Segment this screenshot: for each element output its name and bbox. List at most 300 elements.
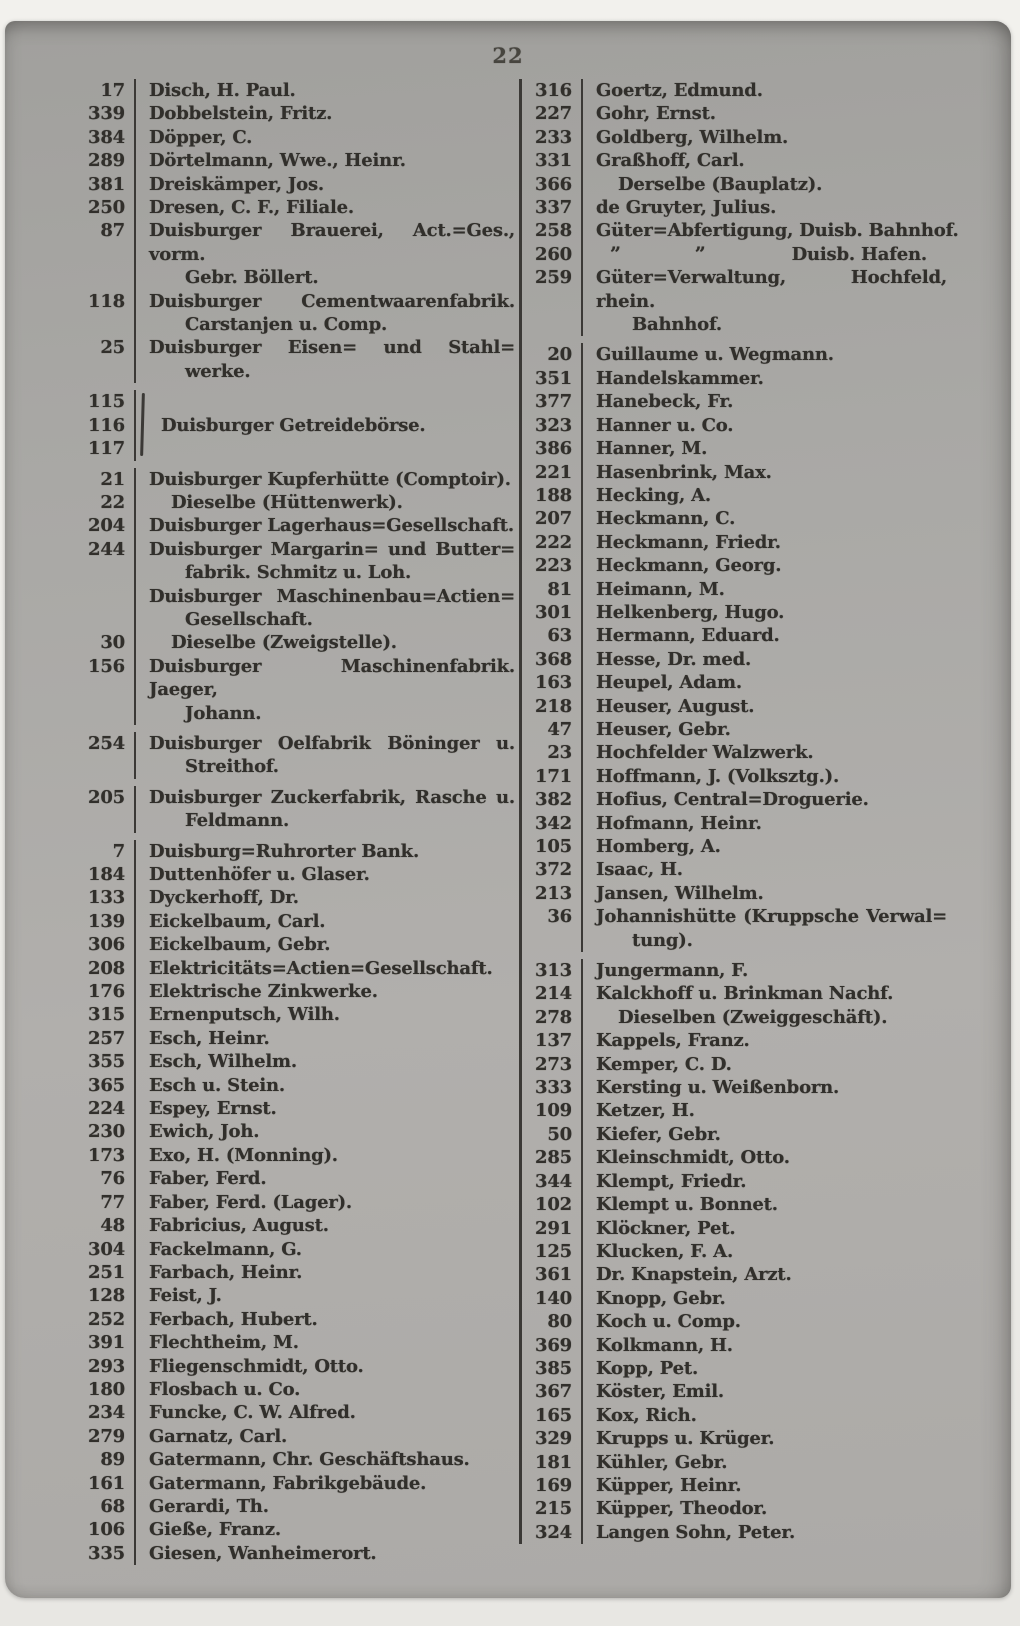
entry-number: 139 xyxy=(88,910,125,932)
directory-entry xyxy=(522,149,951,172)
entry-name-text: Goertz, Edmund. xyxy=(596,80,763,101)
directory-entry xyxy=(69,631,519,654)
entry-number: 368 xyxy=(535,648,572,670)
entry-name-text: Jungermann, F. xyxy=(596,960,749,982)
directory-entry xyxy=(69,491,519,514)
entry-name-text: Ketzer, H. xyxy=(596,1100,695,1122)
entry-name xyxy=(134,1401,519,1424)
entry-name-text: Dr. Knapstein, Arzt. xyxy=(596,1264,792,1286)
entry-number: 215 xyxy=(535,1498,572,1520)
directory-entry xyxy=(522,1053,951,1076)
entry-name xyxy=(581,1310,951,1333)
entry-name-text: Garnatz, Carl. xyxy=(149,1425,288,1447)
directory-entry xyxy=(522,1006,951,1029)
entry-number-line: 115 xyxy=(88,391,125,413)
entry-number: 259 xyxy=(535,267,572,289)
directory-entry xyxy=(69,585,519,632)
page-number: 22 xyxy=(492,43,524,68)
directory-entry xyxy=(522,648,951,671)
entry-name-text: Duisburg=Ruhrorter Bank. xyxy=(149,840,420,862)
entry-name-continuation: fabrik. Schmitz u. Loh. xyxy=(185,562,412,584)
entry-name xyxy=(581,858,951,881)
directory-entry xyxy=(69,886,519,909)
directory-entry xyxy=(69,910,519,933)
directory-columns xyxy=(5,79,1011,1565)
directory-entry xyxy=(69,1401,519,1424)
directory-entry xyxy=(69,1238,519,1261)
directory-entry xyxy=(522,765,951,788)
entry-name-text: Duisburger Kupferhütte (Comptoir). xyxy=(149,468,511,490)
directory-entry xyxy=(69,1355,519,1378)
directory-entry xyxy=(522,1451,951,1474)
entry-number: 372 xyxy=(535,859,572,881)
entry-number: 382 xyxy=(535,789,572,811)
directory-entry xyxy=(522,718,951,741)
entry-number: 204 xyxy=(88,515,125,537)
entry-name xyxy=(134,1495,519,1518)
entry-name xyxy=(134,1238,519,1261)
entry-name-text: Hanner u. Co. xyxy=(596,414,734,436)
directory-entry xyxy=(69,1050,519,1073)
entry-number: 335 xyxy=(88,1542,125,1564)
entry-name-text: Dreiskämper, Jos. xyxy=(149,173,324,195)
entry-number: 285 xyxy=(535,1147,572,1169)
entry-name xyxy=(581,835,951,858)
directory-entry xyxy=(522,1427,951,1450)
directory-entry xyxy=(69,196,519,219)
directory-entry xyxy=(69,1097,519,1120)
directory-column-left xyxy=(69,79,519,1565)
entry-name-text: Gerardi, Th. xyxy=(149,1495,269,1517)
entry-name xyxy=(581,812,951,835)
ditto-mark: ” xyxy=(610,242,621,265)
entry-number xyxy=(69,390,134,460)
entry-name xyxy=(134,933,519,956)
directory-entry xyxy=(522,671,951,694)
entry-number: 367 xyxy=(535,1381,572,1403)
entry-name xyxy=(581,1099,951,1122)
entry-number: 333 xyxy=(535,1077,572,1099)
entry-number: 213 xyxy=(535,882,572,904)
entry-number: 106 xyxy=(88,1519,125,1541)
entry-name-text: Klöckner, Pet. xyxy=(596,1217,736,1239)
entry-number: 102 xyxy=(535,1194,572,1216)
entry-number: 218 xyxy=(535,695,572,717)
directory-entry xyxy=(522,484,951,507)
directory-entry xyxy=(69,933,519,956)
entry-name-text: Ewich, Joh. xyxy=(149,1121,260,1143)
entry-name xyxy=(581,79,951,102)
entry-name xyxy=(581,578,951,601)
entry-name xyxy=(134,1097,519,1120)
entry-name-text: Elektrische Zinkwerke. xyxy=(149,981,378,1003)
entry-name xyxy=(581,1521,951,1544)
directory-entry xyxy=(69,655,519,725)
directory-entry xyxy=(522,219,959,242)
directory-entry xyxy=(69,1074,519,1097)
entry-name xyxy=(581,765,951,788)
entry-name xyxy=(134,173,519,196)
entry-name-text: Heimann, M. xyxy=(596,578,725,600)
directory-entry xyxy=(522,126,951,149)
directory-entry xyxy=(69,468,519,491)
entry-name xyxy=(134,149,519,172)
entry-name-text: Duisburger Oelfabrik Böninger u. xyxy=(149,732,515,754)
entry-name-text: Köster, Emil. xyxy=(596,1381,724,1403)
entry-number: 381 xyxy=(88,173,125,195)
entry-number: 171 xyxy=(535,765,572,787)
entry-number: 205 xyxy=(88,786,125,808)
directory-entry xyxy=(522,102,951,125)
entry-name-text: Kappels, Franz. xyxy=(596,1030,750,1052)
directory-entry xyxy=(522,1521,951,1544)
directory-entry xyxy=(69,514,519,537)
entry-name-text: Fackelmann, G. xyxy=(149,1238,302,1260)
entry-number: 214 xyxy=(535,983,572,1005)
directory-entry xyxy=(522,1263,951,1286)
entry-name xyxy=(581,1427,951,1450)
directory-entry xyxy=(522,1474,951,1497)
entry-name-text: Kemper, C. D. xyxy=(596,1053,732,1075)
entry-name-text: Heckmann, Georg. xyxy=(596,555,782,577)
entry-name xyxy=(134,585,519,632)
directory-entry xyxy=(69,863,519,886)
entry-number: 156 xyxy=(88,655,125,677)
directory-entry xyxy=(522,905,951,952)
entry-name xyxy=(581,1193,951,1216)
entry-name xyxy=(134,79,519,102)
directory-entry xyxy=(522,601,951,624)
entry-number: 47 xyxy=(547,718,572,740)
entry-name-text: Güter=Verwaltung, Hochfeld, rhein. xyxy=(596,267,947,312)
directory-entry xyxy=(522,835,951,858)
entry-name xyxy=(134,786,519,833)
directory-entry xyxy=(522,390,951,413)
entry-name-text: Hoffmann, J. (Volksztg.). xyxy=(596,765,840,787)
directory-entry xyxy=(69,1542,519,1565)
entry-number: 181 xyxy=(535,1451,572,1473)
entry-name xyxy=(134,102,519,125)
entry-number: 323 xyxy=(535,414,572,436)
entry-number: 125 xyxy=(535,1240,572,1262)
entry-name xyxy=(581,695,951,718)
entry-number: 233 xyxy=(535,126,572,148)
entry-name xyxy=(581,1380,951,1403)
entry-name xyxy=(581,196,951,219)
entry-name xyxy=(581,531,951,554)
entry-name-text: Klucken, F. A. xyxy=(596,1240,734,1262)
entry-name xyxy=(581,461,951,484)
directory-entry xyxy=(522,266,951,336)
entry-name xyxy=(134,1542,519,1565)
entry-name xyxy=(581,1076,951,1099)
entry-number: 17 xyxy=(100,80,125,101)
entry-name xyxy=(581,1123,951,1146)
directory-entry xyxy=(69,1308,519,1331)
entry-name-continuation: Carstanjen u. Comp. xyxy=(185,314,388,336)
entry-name xyxy=(581,1170,951,1193)
directory-entry xyxy=(69,1003,519,1026)
directory-entry xyxy=(69,79,519,102)
entry-name-text: Duisb. Hafen. xyxy=(791,243,927,265)
directory-entry xyxy=(522,1380,951,1403)
entry-name-text: Dresen, C. F., Filiale. xyxy=(149,197,354,219)
entry-name xyxy=(581,219,959,242)
entry-name-text: Goldberg, Wilhelm. xyxy=(596,126,789,148)
directory-page xyxy=(5,21,1011,1598)
entry-name xyxy=(134,1308,519,1331)
entry-name-text: Kopp, Pet. xyxy=(596,1357,699,1379)
entry-name xyxy=(134,1120,519,1143)
directory-entry xyxy=(522,367,951,390)
entry-name-text: Ferbach, Hubert. xyxy=(149,1308,318,1330)
entry-number: 384 xyxy=(88,126,125,148)
entry-name xyxy=(134,1425,519,1448)
entry-number: 278 xyxy=(535,1006,572,1028)
entry-name xyxy=(581,1146,951,1169)
entry-name-text: Eickelbaum, Carl. xyxy=(149,910,326,932)
entry-name-text: Elektricitäts=Actien=Gesellschaft. xyxy=(149,957,493,979)
directory-entry xyxy=(69,1261,519,1284)
entry-name xyxy=(134,886,519,909)
entry-number: 234 xyxy=(88,1402,125,1424)
entry-name-text: Klempt u. Bonnet. xyxy=(596,1194,778,1216)
entry-number: 227 xyxy=(535,103,572,125)
entry-name-text: Klempt, Friedr. xyxy=(596,1170,747,1192)
entry-name xyxy=(134,863,519,886)
entry-name xyxy=(581,882,951,905)
entry-name-text: Duisburger Margarin= und Butter= xyxy=(149,538,515,560)
entry-name xyxy=(134,732,519,779)
entry-name-text: Langen Sohn, Peter. xyxy=(596,1521,796,1543)
entry-name xyxy=(134,1331,519,1354)
entry-number: 207 xyxy=(535,508,572,530)
directory-entry xyxy=(69,1167,519,1190)
entry-name-text: Duttenhöfer u. Glaser. xyxy=(149,864,370,885)
entry-name-text: Kersting u. Weißenborn. xyxy=(596,1077,840,1099)
entry-name-text: Duisburger Cementwaarenfabrik. xyxy=(149,290,515,312)
directory-entry xyxy=(69,840,519,863)
entry-name-text: Kalckhoff u. Brinkman Nachf. xyxy=(596,983,894,1005)
entry-name-text: Helkenberg, Hugo. xyxy=(596,601,785,623)
entry-number: 331 xyxy=(535,150,572,172)
entry-number: 20 xyxy=(547,344,572,366)
entry-name-text: Hanebeck, Fr. xyxy=(596,391,734,413)
entry-name-text: Duisburger Brauerei, Act.=Ges., vorm. xyxy=(149,220,515,265)
entry-name xyxy=(581,149,951,172)
entry-name-text: Exo, H. (Monning). xyxy=(149,1144,338,1166)
entry-number: 89 xyxy=(100,1449,125,1471)
entry-name-continuation: Feldmann. xyxy=(185,810,290,832)
entry-name-continuation: werke. xyxy=(185,360,251,382)
entry-number: 128 xyxy=(88,1285,125,1307)
entry-name xyxy=(581,437,951,460)
entry-name xyxy=(134,1284,519,1307)
entry-number: 222 xyxy=(535,531,572,553)
entry-name xyxy=(134,126,519,149)
entry-name-text: Güter=Abfertigung, Duisb. Bahnhof. xyxy=(596,220,959,242)
entry-name-text: Faber, Ferd. xyxy=(149,1168,267,1190)
entry-name-text: Hesse, Dr. med. xyxy=(596,648,752,670)
entry-name xyxy=(134,655,519,725)
entry-name-continuation: Johann. xyxy=(185,702,262,724)
entry-number: 337 xyxy=(535,197,572,219)
entry-name-text: Küpper, Theodor. xyxy=(596,1498,768,1520)
entry-name-text: Heuser, August. xyxy=(596,695,755,717)
directory-entry xyxy=(522,79,951,102)
entry-name-text: Hanner, M. xyxy=(596,438,708,460)
entry-name xyxy=(134,1144,519,1167)
entry-name xyxy=(581,1451,951,1474)
directory-entry xyxy=(69,1144,519,1167)
entry-number-line: 117 xyxy=(88,438,125,460)
entry-name-text: Dieselben (Zweiggeschäft). xyxy=(618,1006,888,1028)
entry-name xyxy=(581,788,951,811)
entry-name-text: Dörtelmann, Wwe., Heinr. xyxy=(149,150,406,172)
entry-number: 386 xyxy=(535,438,572,460)
entry-number: 224 xyxy=(88,1098,125,1120)
entry-name xyxy=(581,1217,951,1240)
entry-name xyxy=(134,1355,519,1378)
entry-name xyxy=(581,1053,951,1076)
entry-name xyxy=(134,219,519,289)
directory-entry xyxy=(522,461,951,484)
entry-name-text: Kleinschmidt, Otto. xyxy=(596,1147,790,1169)
directory-entry xyxy=(522,1099,951,1122)
entry-name-text: Dieselbe (Hüttenwerk). xyxy=(171,491,403,513)
directory-entry xyxy=(522,554,951,577)
entry-number: 87 xyxy=(100,220,125,242)
entry-number: 48 xyxy=(100,1215,125,1237)
directory-entry xyxy=(522,1310,951,1333)
entry-name-continuation: Gesellschaft. xyxy=(185,608,313,630)
entry-name-text: Kiefer, Gebr. xyxy=(596,1123,721,1145)
entry-name xyxy=(581,601,951,624)
entry-name-text: Hochfelder Walzwerk. xyxy=(596,742,814,764)
entry-number: 50 xyxy=(547,1123,572,1145)
entry-name-text: Eickelbaum, Gebr. xyxy=(149,934,331,956)
entry-name-text: Giesen, Wanheimerort. xyxy=(149,1542,377,1564)
directory-entry xyxy=(69,1472,519,1495)
directory-entry xyxy=(69,1495,519,1518)
entry-name xyxy=(134,468,519,491)
entry-number: 369 xyxy=(535,1334,572,1356)
entry-name xyxy=(134,196,519,219)
entry-name xyxy=(581,1334,951,1357)
directory-entry xyxy=(522,1217,951,1240)
directory-entry xyxy=(522,1240,951,1263)
entry-number: 355 xyxy=(88,1051,125,1073)
entry-number: 22 xyxy=(100,491,125,513)
directory-entry xyxy=(522,1146,951,1169)
directory-entry xyxy=(522,414,951,437)
entry-name-text: Faber, Ferd. (Lager). xyxy=(149,1191,352,1213)
entry-name-text: Heckmann, Friedr. xyxy=(596,531,781,553)
entry-name xyxy=(581,959,951,982)
directory-entry xyxy=(69,980,519,1003)
entry-name xyxy=(581,507,951,530)
entry-name xyxy=(581,741,951,764)
directory-entry xyxy=(69,149,519,172)
entry-name-text: Koch u. Comp. xyxy=(596,1311,741,1333)
entry-number: 377 xyxy=(535,391,572,413)
entry-number: 163 xyxy=(535,672,572,694)
directory-entry xyxy=(69,1331,519,1354)
directory-entry xyxy=(522,437,951,460)
entry-number: 140 xyxy=(535,1287,572,1309)
entry-number: 161 xyxy=(88,1472,125,1494)
entry-name xyxy=(581,1287,951,1310)
entry-number: 257 xyxy=(88,1027,125,1049)
entry-name-text: Küpper, Heinr. xyxy=(596,1474,742,1496)
entry-number: 23 xyxy=(547,742,572,764)
directory-entry xyxy=(522,624,951,647)
directory-entry xyxy=(69,173,519,196)
entry-name-text: Dieselbe (Zweigstelle). xyxy=(171,632,397,654)
entry-name-text: Johannishütte (Kruppsche Verwal= xyxy=(596,906,947,928)
entry-number: 273 xyxy=(535,1053,572,1075)
entry-number: 21 xyxy=(100,468,125,490)
entry-name-text: Hecking, A. xyxy=(596,484,711,506)
directory-entry xyxy=(522,1334,951,1357)
directory-entry xyxy=(522,173,951,196)
entry-name-text: Duisburger Lagerhaus=Gesellschaft. xyxy=(149,515,514,537)
entry-number: 250 xyxy=(88,197,125,219)
entry-number: 105 xyxy=(535,836,572,857)
directory-entry xyxy=(522,343,951,366)
directory-entry xyxy=(69,1120,519,1143)
entry-number: 304 xyxy=(88,1238,125,1260)
directory-entry xyxy=(522,959,951,982)
entry-number-line: 116 xyxy=(88,414,125,436)
directory-entry xyxy=(522,1404,951,1427)
entry-name-text: Dyckerhoff, Dr. xyxy=(149,887,299,909)
entry-name xyxy=(134,514,519,537)
directory-entry xyxy=(69,102,519,125)
entry-name-text: Handelskammer. xyxy=(596,367,764,389)
entry-name xyxy=(134,840,519,863)
entry-name-text: Esch, Wilhelm. xyxy=(149,1051,297,1073)
entry-name xyxy=(581,905,951,952)
directory-entry xyxy=(522,1357,951,1380)
entry-name xyxy=(134,1191,519,1214)
directory-entry xyxy=(522,695,951,718)
entry-name xyxy=(581,1404,951,1427)
entry-name-text: Flosbach u. Co. xyxy=(149,1378,301,1400)
entry-number: 260 xyxy=(535,243,572,265)
entry-name-continuation: Streithof. xyxy=(185,756,279,778)
entry-name-continuation: tung). xyxy=(632,929,693,951)
directory-entry xyxy=(69,786,519,833)
entry-name-text: Ernenputsch, Wilh. xyxy=(149,1004,340,1026)
entry-number: 7 xyxy=(112,840,125,862)
entry-name xyxy=(581,1357,951,1380)
entry-name-text: Heupel, Adam. xyxy=(596,672,742,694)
entry-number: 324 xyxy=(535,1521,572,1543)
entry-number xyxy=(69,585,134,632)
entry-number: 118 xyxy=(88,290,125,312)
directory-entry xyxy=(522,507,951,530)
entry-number: 344 xyxy=(535,1170,572,1192)
entry-number: 254 xyxy=(88,732,125,754)
entry-number: 279 xyxy=(88,1425,125,1447)
directory-entry xyxy=(522,741,951,764)
entry-number: 391 xyxy=(88,1332,125,1354)
entry-name xyxy=(134,1003,519,1026)
directory-entry xyxy=(522,1076,951,1099)
entry-number: 76 xyxy=(100,1168,125,1190)
directory-entry xyxy=(522,812,951,835)
